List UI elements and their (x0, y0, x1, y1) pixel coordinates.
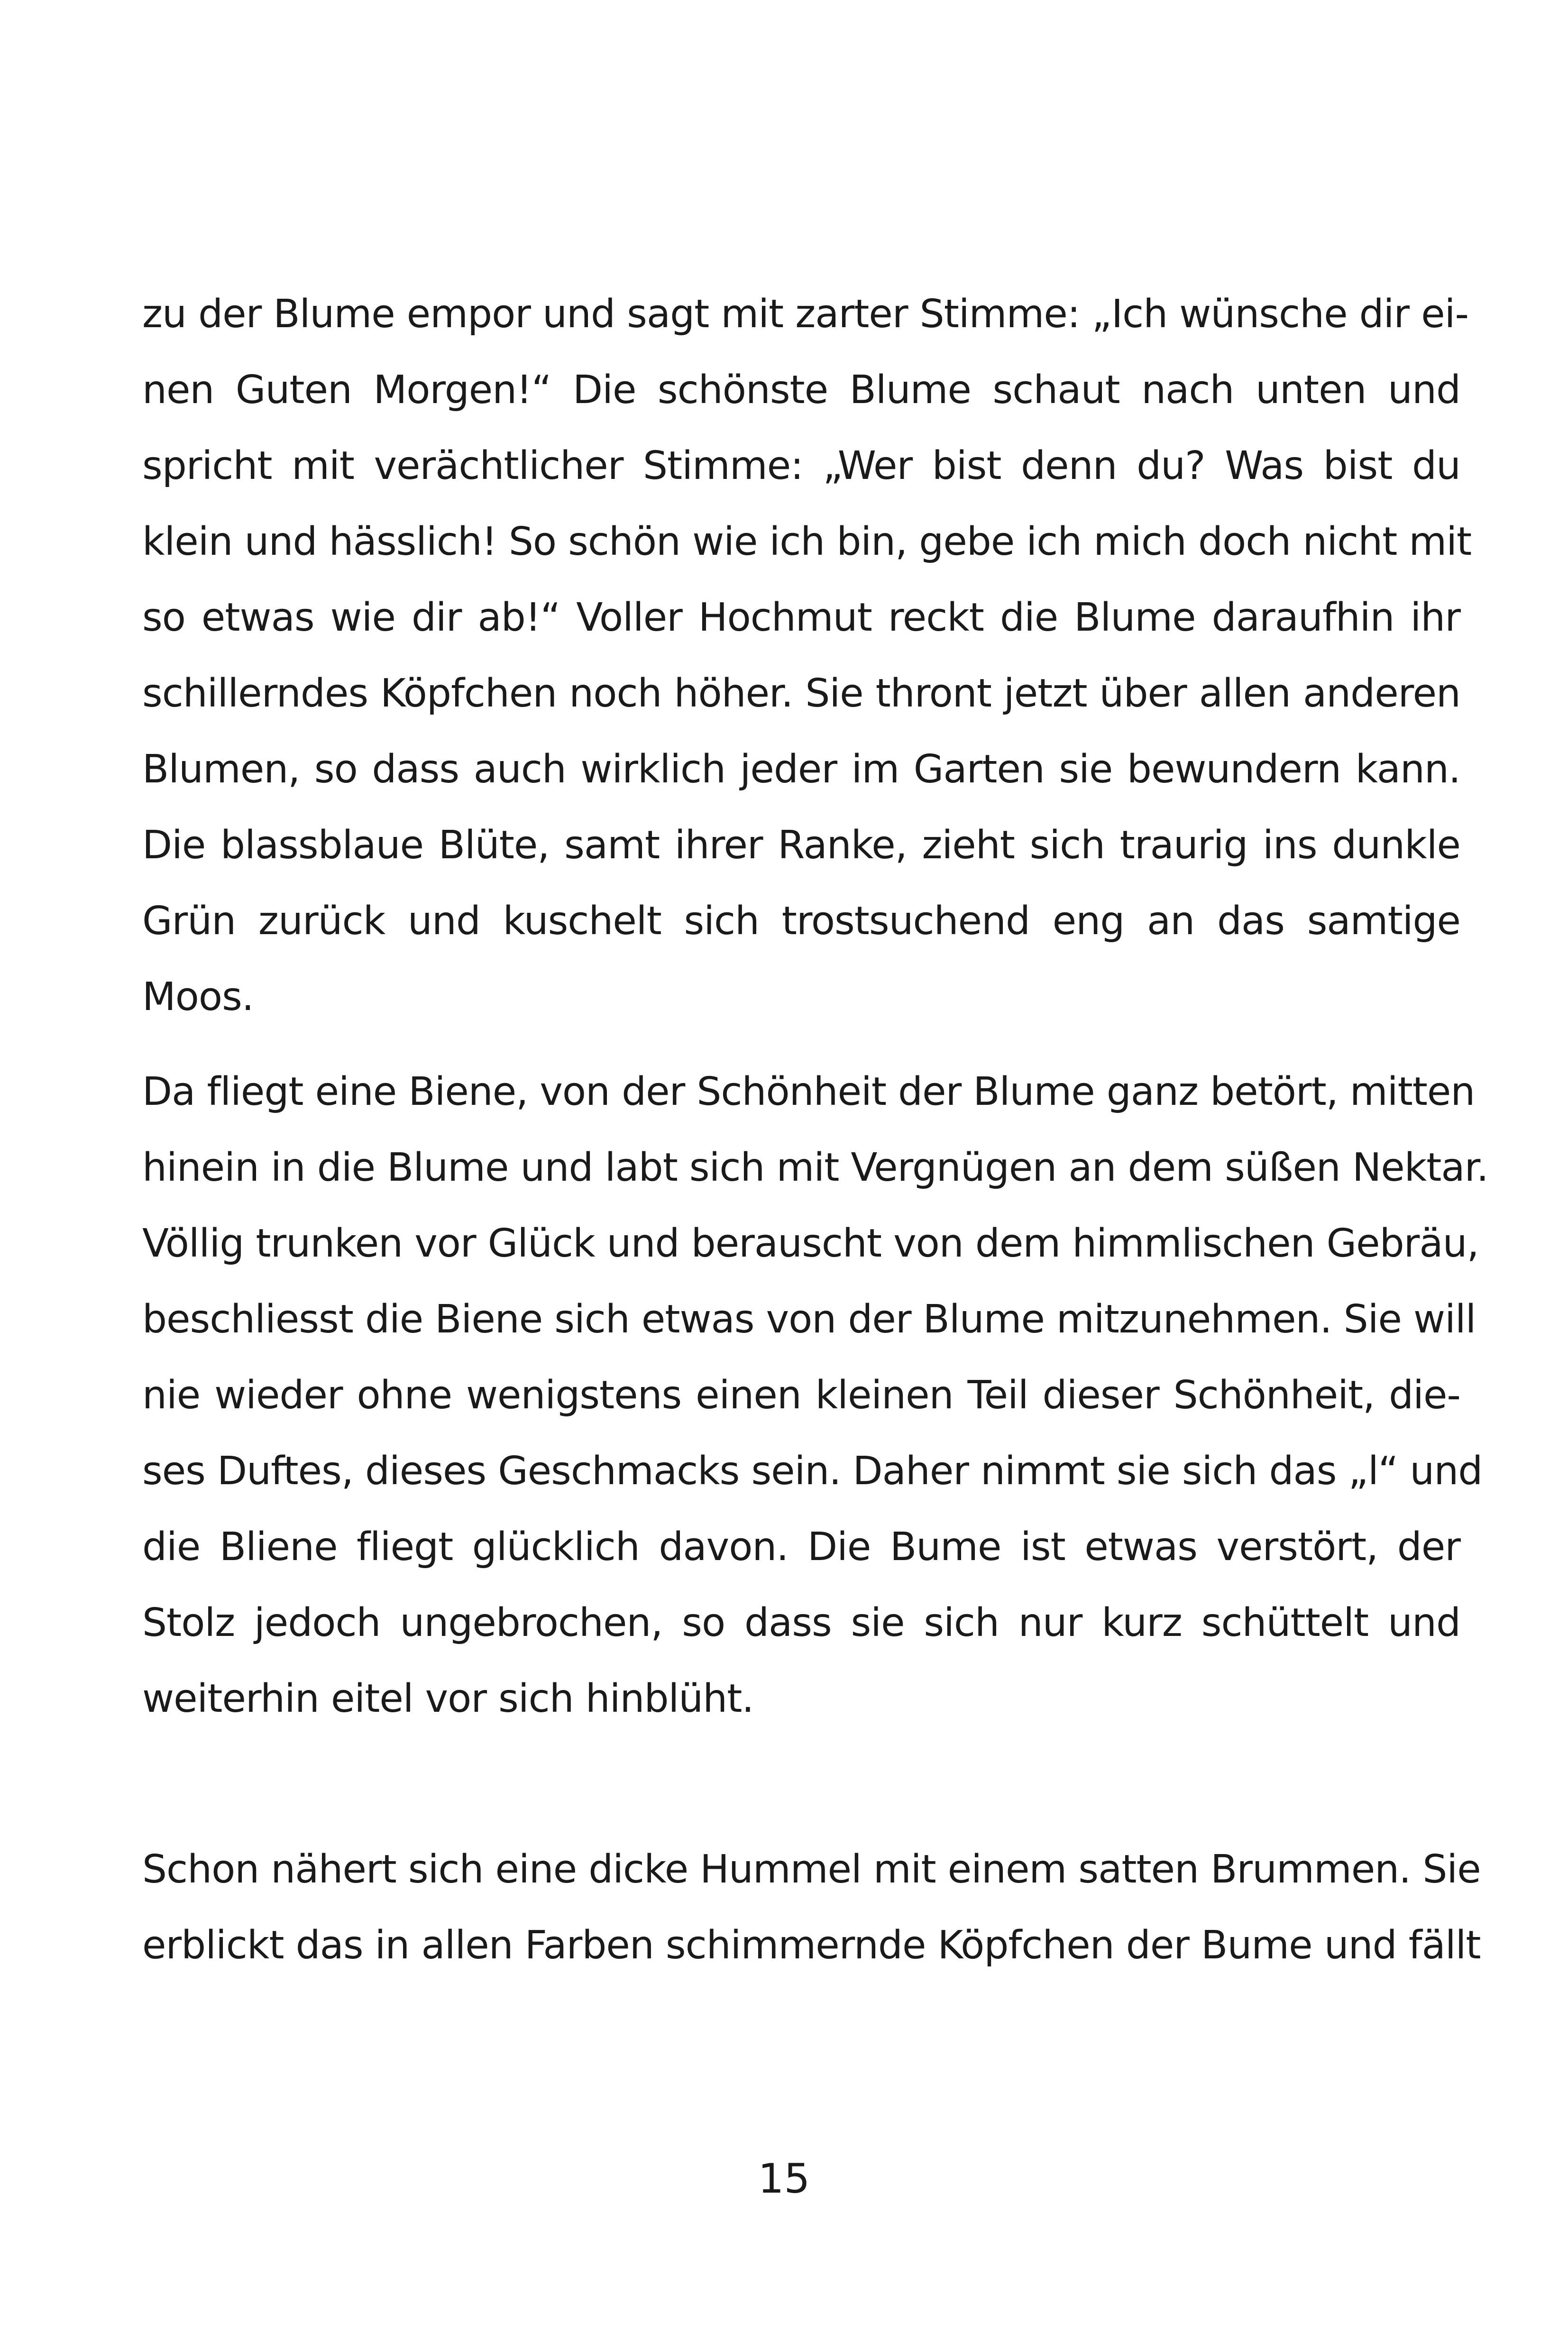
text-line: so etwas wie dir ab!“ Voller Hochmut reckt die Blume daraufhin ihr (142, 595, 1460, 640)
paragraph-2 (142, 1054, 1488, 1737)
text-line: Grün zurück und kuschelt sich trostsuchend eng an das samtige (142, 899, 1460, 944)
text-line: Stolz jedoch ungebrochen, so dass sie sich nur kurz schüttelt und (142, 1600, 1460, 1645)
text-line: beschliesst die Biene sich etwas von der Blume mitzunehmen. Sie will (142, 1297, 1476, 1342)
paragraph-1 (142, 276, 1472, 1035)
text-line: schillerndes Köpfchen noch höher. Sie thront jetzt über allen anderen (142, 671, 1460, 716)
text-line: Schon nähert sich eine dicke Hummel mit einem satten Brummen. Sie (142, 1847, 1481, 1892)
text-line: Moos. (142, 974, 254, 1019)
text-line: Völlig trunken vor Glück und berauscht von dem himmlischen Gebräu, (142, 1221, 1479, 1266)
text-line: weiterhin eitel vor sich hinblüht. (142, 1676, 754, 1721)
text-line: die Bliene fliegt glücklich davon. Die Bume ist etwas verstört, der (142, 1524, 1460, 1570)
text-line: zu der Blume empor und sagt mit zarter Stimme: „Ich wünsche dir ei- (142, 292, 1469, 337)
text-line: spricht mit verächtlicher Stimme: „Wer bist denn du? Was bist du (142, 443, 1460, 488)
text-line: nie wieder ohne wenigstens einen kleinen Teil dieser Schönheit, die- (142, 1373, 1460, 1418)
paragraph-3 (142, 1832, 1481, 1984)
text-line: Da fliegt eine Biene, von der Schönheit der Blume ganz betört, mitten (142, 1069, 1475, 1114)
text-line: ses Duftes, dieses Geschmacks sein. Daher nimmt sie sich das „l“ und (142, 1449, 1483, 1494)
text-line: erblickt das in allen Farben schimmernde Köpfchen der Bume und fällt (142, 1923, 1481, 1968)
text-line: klein und hässlich! So schön wie ich bin, gebe ich mich doch nicht mit (142, 519, 1472, 564)
text-line: Blumen, so dass auch wirklich jeder im Garten sie bewundern kann. (142, 747, 1460, 792)
text-line: nen Guten Morgen!“ Die schönste Blume schaut nach unten und (142, 367, 1460, 413)
text-line: Die blassblaue Blüte, samt ihrer Ranke, zieht sich traurig ins dunkle (142, 823, 1460, 868)
page-number: 15 (758, 2155, 810, 2203)
text-line: hinein in die Blume und labt sich mit Vergnügen an dem süßen Nektar. (142, 1145, 1488, 1190)
